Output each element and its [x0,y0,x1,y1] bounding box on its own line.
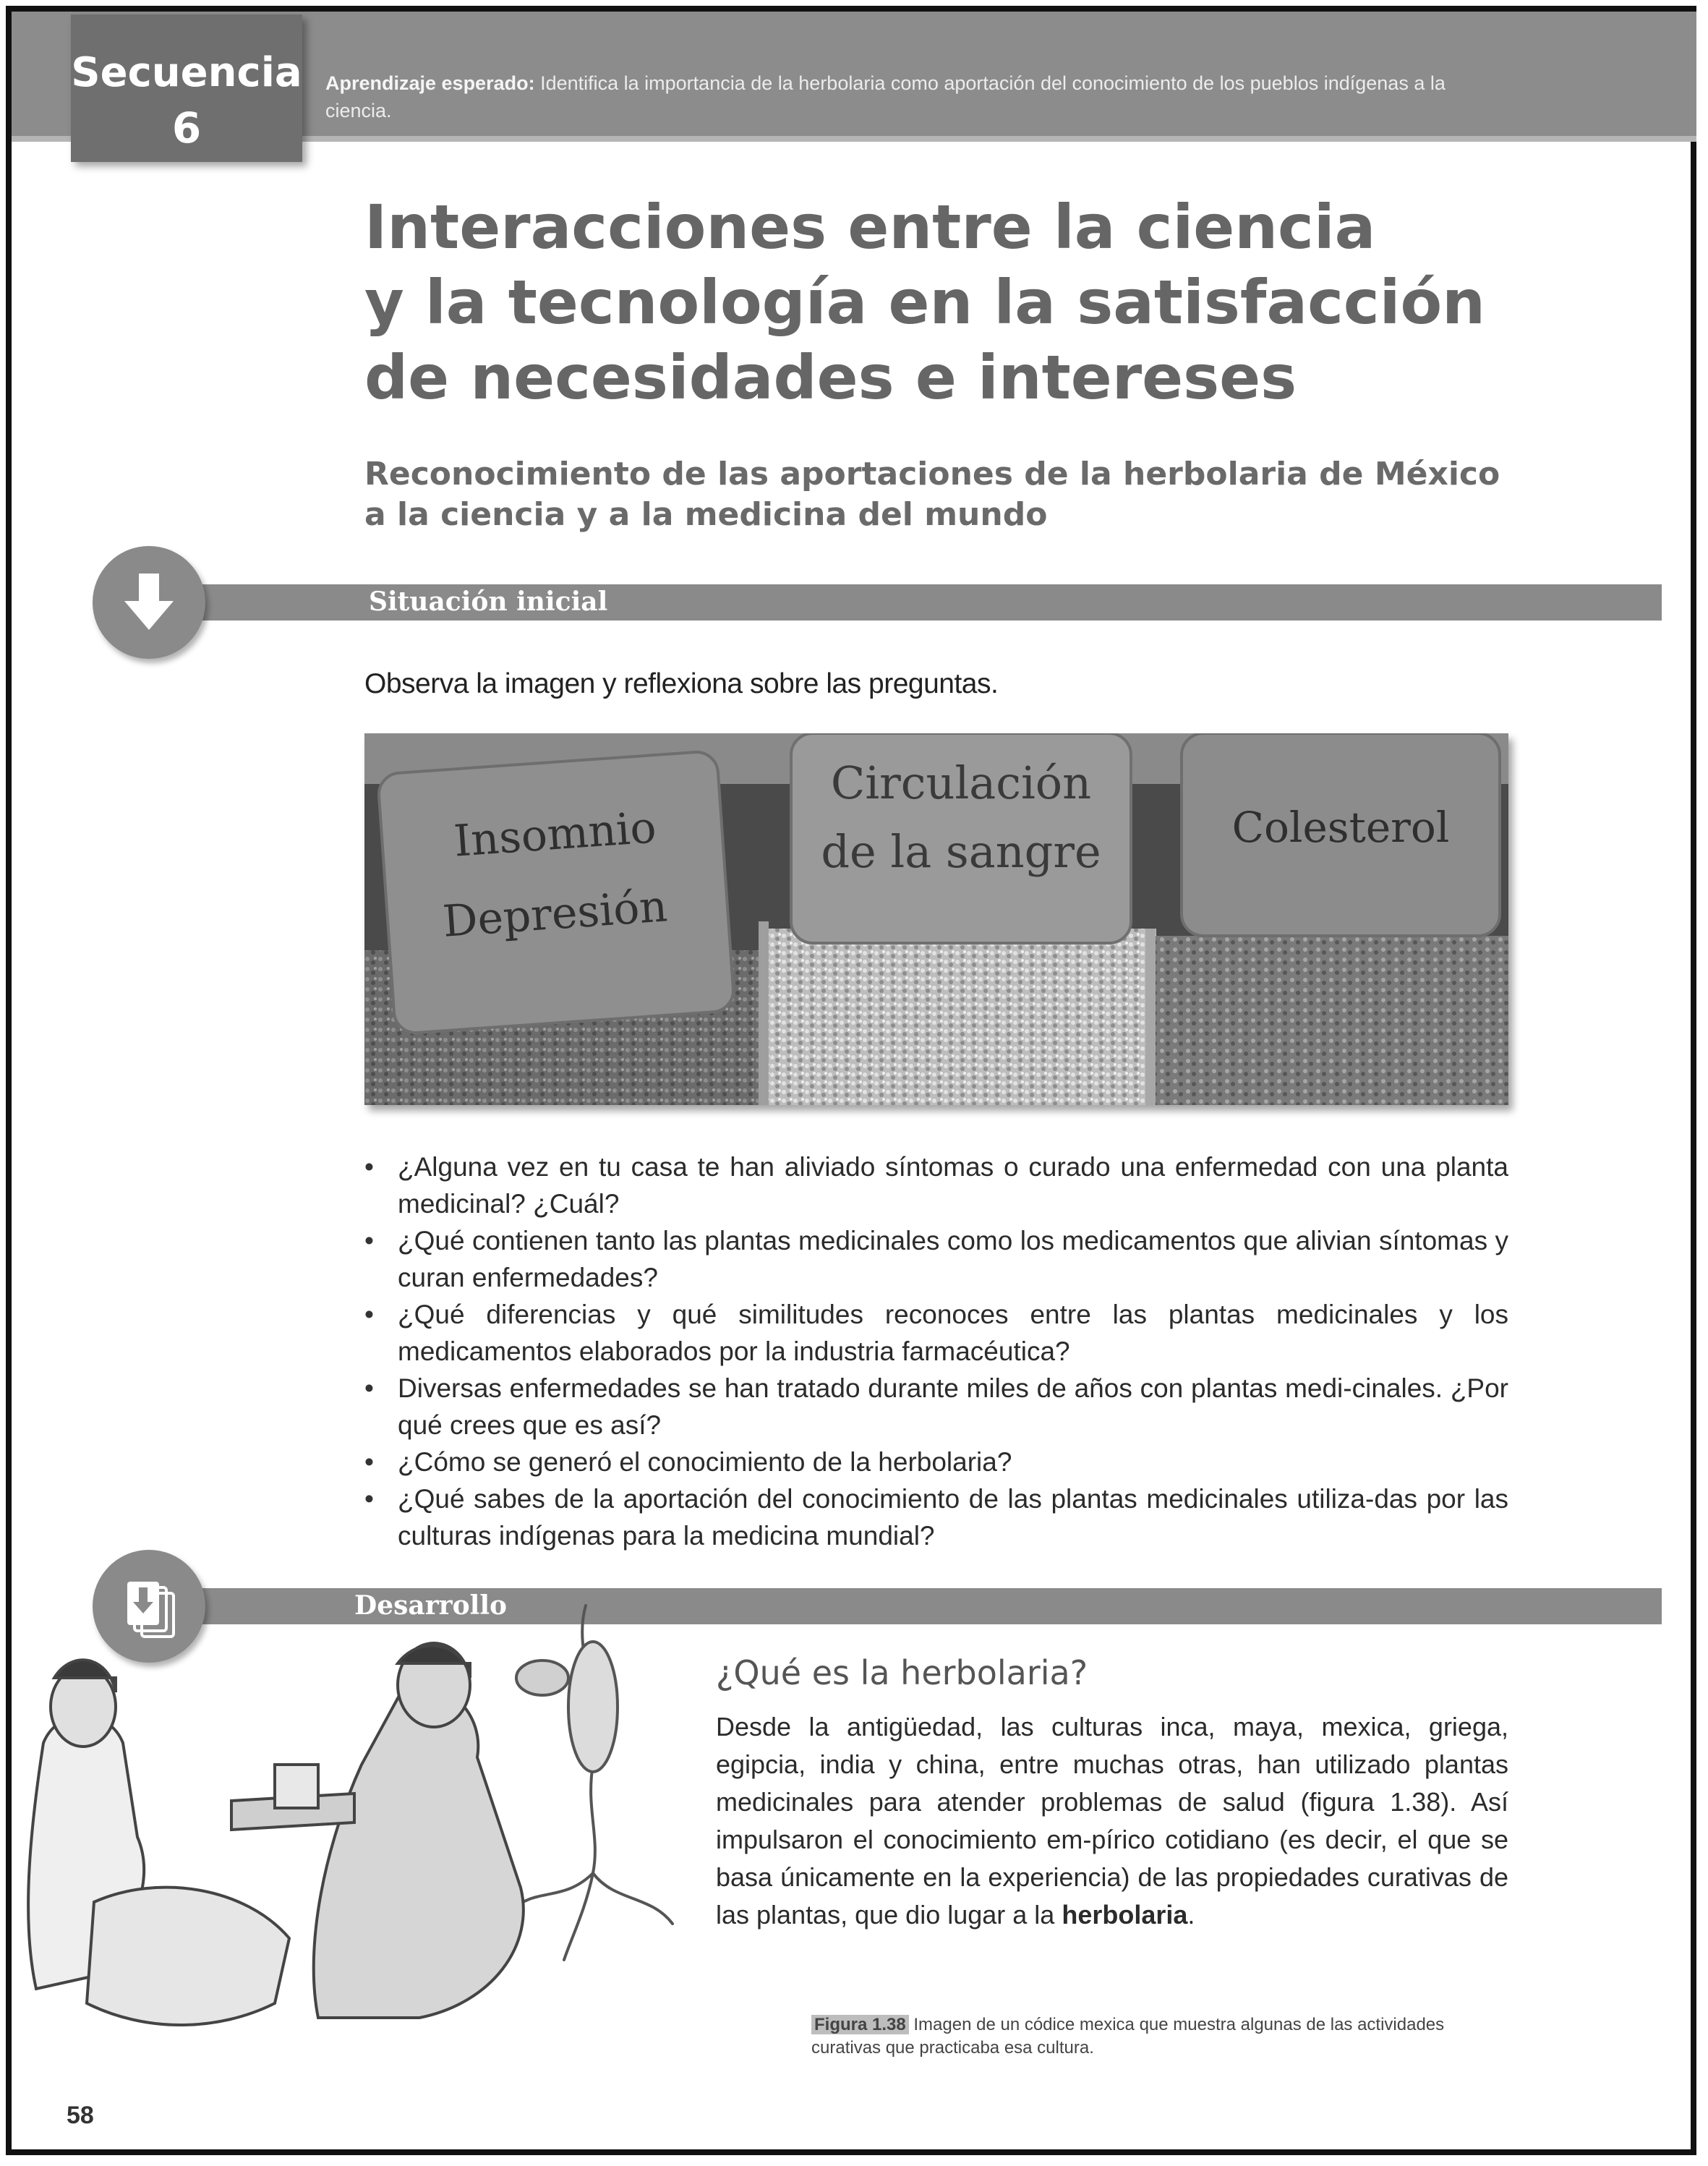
page-subtitle [364,454,1550,535]
sign-depresion: Depresión [441,881,670,947]
learning-text: Identifica la importancia de la herbolaria como aportación del conocimiento de los pueblos indígenas a la ciencia. [325,72,1446,121]
list-item: • ¿Qué diferencias y qué similitudes reconoces entre las plantas medicinales y los medicamentos elaborados por la industria farmacéutica? [364,1296,1508,1370]
body-keyword: herbolaria [1062,1900,1188,1930]
title-line-3: de necesidades e intereses [364,342,1297,413]
page-title [364,189,1558,415]
body-text-start: Desde la antigüedad, las culturas inca, maya, mexica, griega, egipcia, india y china, entre muchas otras, han utilizado plantas medicinales para atender problemas de salud (figura 1.38). Así impulsaron el conocimiento em-pírico cotidiano (es decir, el que se basa únicamente en la experiencia) de las propiedades curativas de las plantas, que dio lugar a la [716,1712,1508,1930]
section-heading: ¿Qué es la herbolaria? [716,1653,1088,1692]
list-item: • ¿Cómo se generó el conocimiento de la herbolaria? [364,1444,1508,1480]
subtitle-line-2: a la ciencia y a la medicina del mundo [364,496,1048,533]
desarrollo-label: Desarrollo [354,1590,508,1621]
learning-label: Aprendizaje esperado: [325,72,535,94]
title-line-1: Interacciones entre la ciencia [364,192,1376,263]
herbs-photo [364,733,1508,1105]
figure-caption-text: Imagen de un códice mexica que muestra algunas de las actividades curativas que practicaba esa cultura. [811,2015,1445,2058]
list-item: • Diversas enfermedades se han tratado durante miles de años con plantas medi-cinales. ¿Por qué crees que es así? [364,1370,1508,1444]
list-item: • ¿Alguna vez en tu casa te han aliviado síntomas o curado una enfermedad con una planta medicinal? ¿Cuál? [364,1148,1508,1222]
title-line-2: y la tecnología en la satisfacción [364,267,1485,338]
list-item: • ¿Qué contienen tanto las plantas medicinales como los medicamentos que alivian síntomas y curan enfermedades? [364,1222,1508,1296]
sign-insomnio: Insomnio [452,802,658,867]
codex-illustration [14,1598,709,2076]
page-number: 58 [67,2102,94,2129]
situacion-label: Situación inicial [369,587,608,617]
desarrollo-paragraph [716,1708,1508,1934]
sequence-tab [71,14,302,162]
body-text-end: . [1187,1900,1195,1930]
sequence-number: 6 [171,103,202,153]
intro-text: Observa la imagen y reflexiona sobre las preguntas. [364,668,999,699]
sign-circulacion: Circulación [830,756,1092,809]
sequence-word: Secuencia [71,49,302,96]
subtitle-line-1: Reconocimiento de las aportaciones de la herbolaria de México [364,456,1500,493]
figure-label: Figura 1.38 [811,2015,909,2034]
sign-de-la-sangre: de la sangre [821,825,1101,878]
sign-colesterol: Colesterol [1231,803,1450,852]
down-arrow-icon [93,546,205,659]
list-item: • ¿Qué sabes de la aportación del conocimiento de las plantas medicinales utiliza-das por las culturas indígenas para la medicina mundial? [364,1480,1508,1554]
learning-objective [325,69,1482,124]
questions-list [364,1148,1508,1554]
figure-caption [811,2013,1484,2060]
